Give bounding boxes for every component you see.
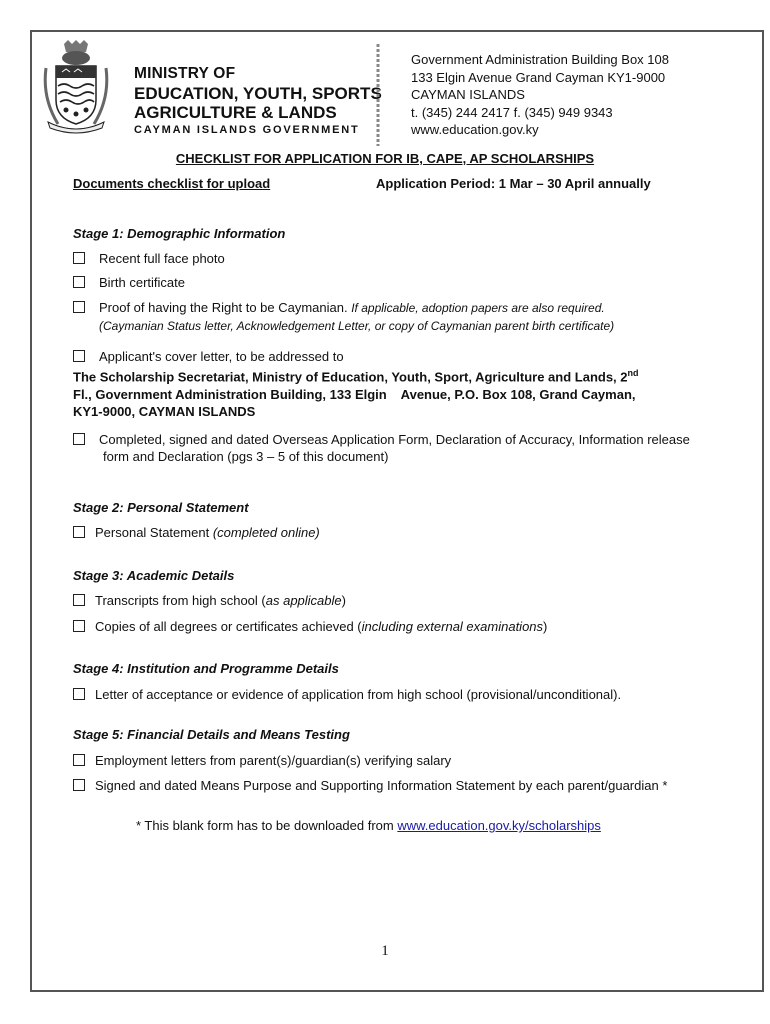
item-label [99,431,690,465]
address-superscript: nd [627,368,639,378]
page-title: CHECKLIST FOR APPLICATION FOR IB, CAPE, AP SCHOLARSHIPS [175,151,595,166]
ministry-line-3: AGRICULTURE & LANDS [134,102,337,122]
item-label: Letter of acceptance or evidence of application from high school (provisional/unconditional). [95,687,622,702]
page-number: 1 [381,943,389,959]
item-label: Employment letters from parent(s)/guardian(s) verifying salary [95,753,452,768]
checklist-item [73,618,547,635]
stage1-heading: Stage 1: Demographic Information [73,226,286,241]
item-label: Signed and dated Means Purpose and Supporting Information Statement by each parent/guardian * [95,778,668,793]
scholarships-link[interactable]: www.education.gov.ky/scholarships [397,818,601,833]
item-label [95,592,346,609]
ministry-line-1: MINISTRY OF [134,65,236,82]
ministry-line-2: EDUCATION, YOUTH, SPORTS [134,83,382,103]
checkbox[interactable] [73,754,85,766]
address-line: Fl., Government Administration Building, 133 Elgin Avenue, P.O. Box 108, Grand Cayman, [73,386,636,402]
item-text: Copies of all degrees or certificates achieved ( [95,619,362,634]
contact-line: 133 Elgin Avenue Grand Cayman KY1-9000 [411,69,666,85]
application-period: Application Period: 1 Mar – 30 April annually [376,176,651,191]
stage3-heading: Stage 3: Academic Details [73,568,235,583]
address-line: The Scholarship Secretariat, Ministry of Education, Youth, Sport, Agriculture and Lands, 2 [73,369,628,385]
contact-line: www.education.gov.ky [411,122,539,138]
item-note: as applicable [265,593,342,608]
item-note: If applicable, adoption papers are also required. [351,301,605,315]
item-label: Birth certificate [99,275,185,290]
download-note [136,818,601,833]
checkbox[interactable] [73,350,85,362]
header-divider [376,44,380,146]
item-note: (completed online) [212,525,320,540]
checklist-item [73,431,690,465]
item-label [95,524,320,541]
download-text: * This blank form has to be downloaded from [136,818,394,833]
item-note: (Caymanian Status letter, Acknowledgement Letter, or copy of Caymanian parent birth certificate) [99,319,615,333]
item-label: Applicant's cover letter, to be addressed to [99,349,344,364]
stage2-heading: Stage 2: Personal Statement [73,500,249,515]
checkbox[interactable] [73,594,85,606]
contact-line: Government Administration Building Box 108 [411,52,669,67]
checklist-item [73,524,320,541]
checklist-item [73,777,667,794]
checklist-item [73,274,185,291]
secretariat-address [73,365,713,421]
item-text: Proof of having the Right to be Caymanian. [99,300,348,315]
checkbox[interactable] [73,526,85,538]
contact-block [411,51,669,139]
checklist-item [73,686,621,703]
contact-line: CAYMAN ISLANDS [411,87,525,103]
checkbox[interactable] [73,620,85,632]
address-line: KY1-9000, CAYMAN ISLANDS [73,404,256,420]
checklist-item [73,592,346,609]
checkbox[interactable] [73,301,85,313]
checkbox[interactable] [73,252,85,264]
checkbox[interactable] [73,433,85,445]
checklist-item [73,348,344,365]
item-text: Personal Statement [95,525,210,540]
checklist-item [73,250,225,267]
ministry-line-4: CAYMAN ISLANDS GOVERNMENT [134,123,360,136]
checkbox[interactable] [73,779,85,791]
checklist-item [73,752,451,769]
item-text: form and Declaration (pgs 3 – 5 of this document) [103,449,389,464]
contact-line: t. (345) 244 2417 f. (345) 949 9343 [411,104,613,120]
checklist-item [73,299,614,335]
stage5-heading: Stage 5: Financial Details and Means Testing [73,727,350,742]
item-text: ) [341,593,346,608]
stage4-heading: Stage 4: Institution and Programme Details [73,661,339,676]
documents-subheading: Documents checklist for upload [73,176,271,191]
checkbox[interactable] [73,276,85,288]
ministry-name [134,66,382,136]
item-label [99,299,614,335]
item-label: Recent full face photo [99,251,225,266]
cayman-crest-icon [42,38,110,134]
item-text: ) [543,619,548,634]
checkbox[interactable] [73,688,85,700]
item-text: Transcripts from high school ( [95,593,266,608]
item-note: including external examinations [361,619,544,634]
item-text: Completed, signed and dated Overseas Application Form, Declaration of Accuracy, Information release [99,432,690,447]
item-label [95,618,547,635]
